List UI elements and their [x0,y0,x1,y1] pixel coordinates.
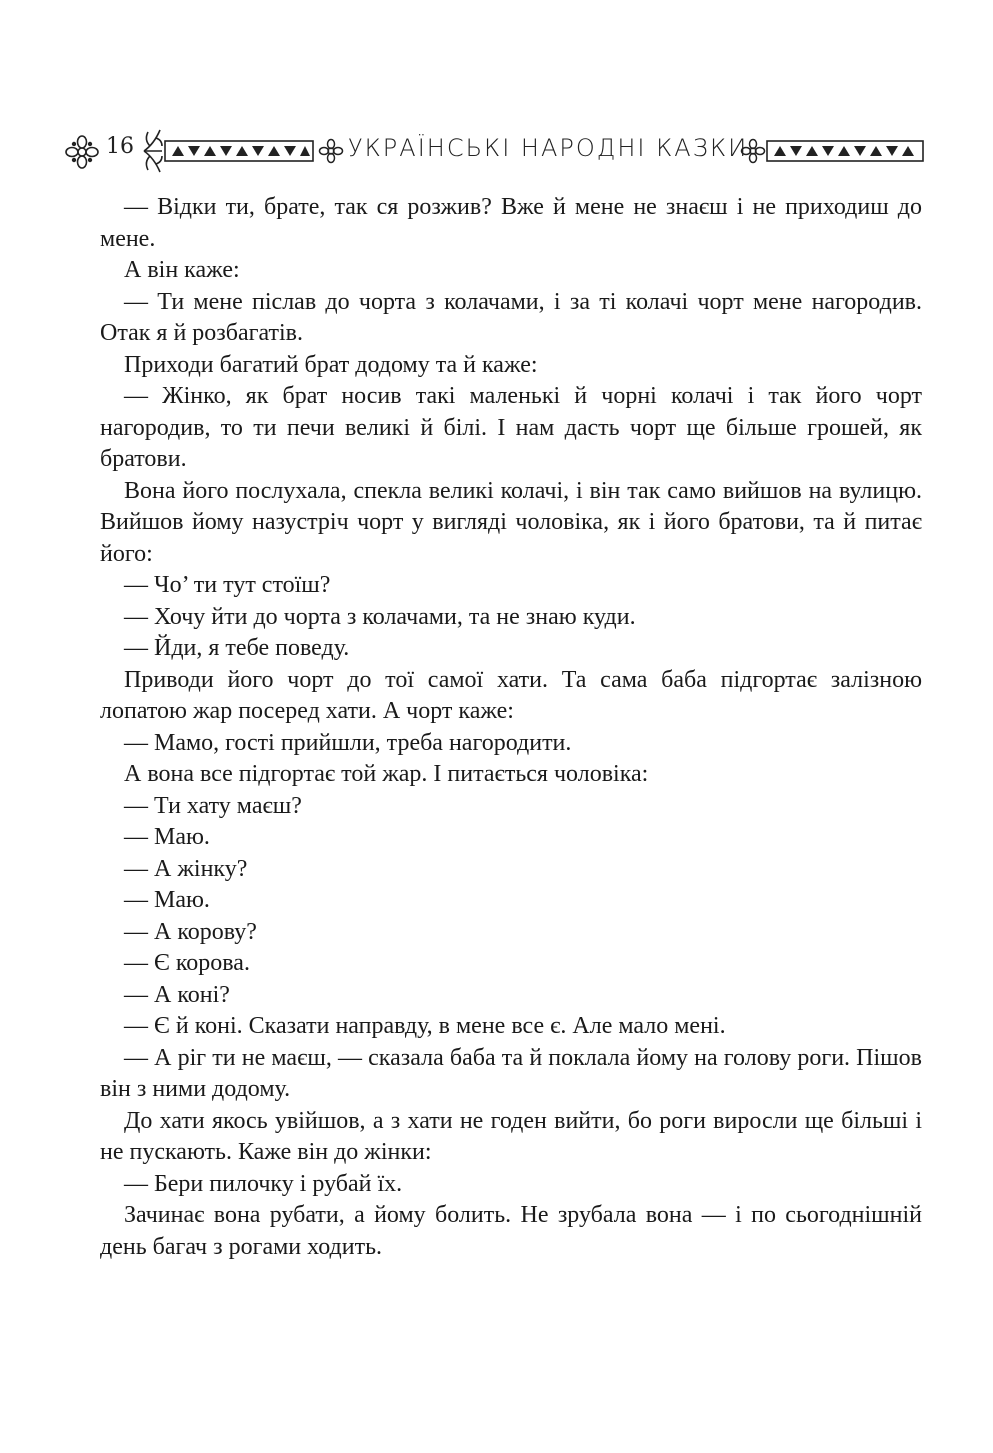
paragraph: — Є й коні. Сказати направду, в мене все є. Але мало мені. [124,1013,726,1039]
paragraph: — А жінку? [124,855,248,882]
paragraph: Приводи його чорт до тої самої хати. Та сама баба підгортає залізною лопатою жар посеред хати. А чорт каже: [100,666,922,724]
rosette-ornament-icon [740,138,766,164]
paragraph: До хати якось увійшов, а з хати не годен вийти, бо роги виросли ще більші і не пускають. Каже він до жінки: [100,1107,922,1165]
running-title: УКРАЇНСЬКІ НАРОДНІ КАЗКИ [348,134,749,162]
paragraph: — Йди, я тебе поведу. [124,635,350,661]
paragraph: — А коні? [124,981,230,1008]
paragraph: — Жінко, як брат носив такі маленькі й чорні колачі і так його чорт нагородив, то ти печи великі й білі. І нам дасть чорт ще більше грошей, як братови. [100,383,922,472]
paragraph: — Є корова. [124,950,250,976]
paragraph: — Чо’ ти тут стоїш? [124,572,331,598]
running-header [60,122,926,180]
story-text [100,192,922,1263]
embroidery-border-left [164,140,314,162]
paragraph: — А ріг ти не маєш, — сказала баба та й поклала йому на голову роги. Пішов він з ними додому. [100,1044,922,1102]
paragraph: — Ти мене післав до чорта з колачами, і за ті колачі чорт мене нагородив. Отак я й розбагатів. [100,288,922,346]
paragraph: Зачинає вона рубати, а йому болить. Не зрубала вона — і по сьогоднішній день багач з рогами ходить. [100,1202,922,1260]
sprig-ornament-icon [140,122,164,180]
embroidery-border-right [766,140,924,162]
paragraph: — Маю. [124,887,210,913]
paragraph: — Відки ти, брате, так ся розжив? Вже й мене не знаєш і не приходиш до мене. [100,194,922,252]
paragraph: А він каже: [124,257,240,283]
paragraph: — Мамо, гості прийшли, треба нагородити. [124,729,572,756]
paragraph: — Хочу йти до чорта з колачами, та не знаю куди. [124,603,636,630]
paragraph: — Ти хату маєш? [124,792,302,819]
paragraph: — Бери пилочку і рубай їх. [124,1170,403,1197]
page-number: 16 [106,134,134,159]
rosette-ornament-icon [318,138,344,164]
paragraph: — А корову? [124,918,257,945]
paragraph: А вона все підгортає той жар. І питається чоловіка: [124,761,649,787]
flower-ornament-icon [64,134,100,170]
paragraph: Приходи багатий брат додому та й каже: [124,351,538,378]
paragraph: Вона його послухала, спекла великі колачі, і він так само вийшов на вулицю. Вийшов йому назустріч чорт у вигляді чоловіка, як і його братови, та й питає його: [100,477,922,567]
paragraph: — Маю. [124,824,210,850]
